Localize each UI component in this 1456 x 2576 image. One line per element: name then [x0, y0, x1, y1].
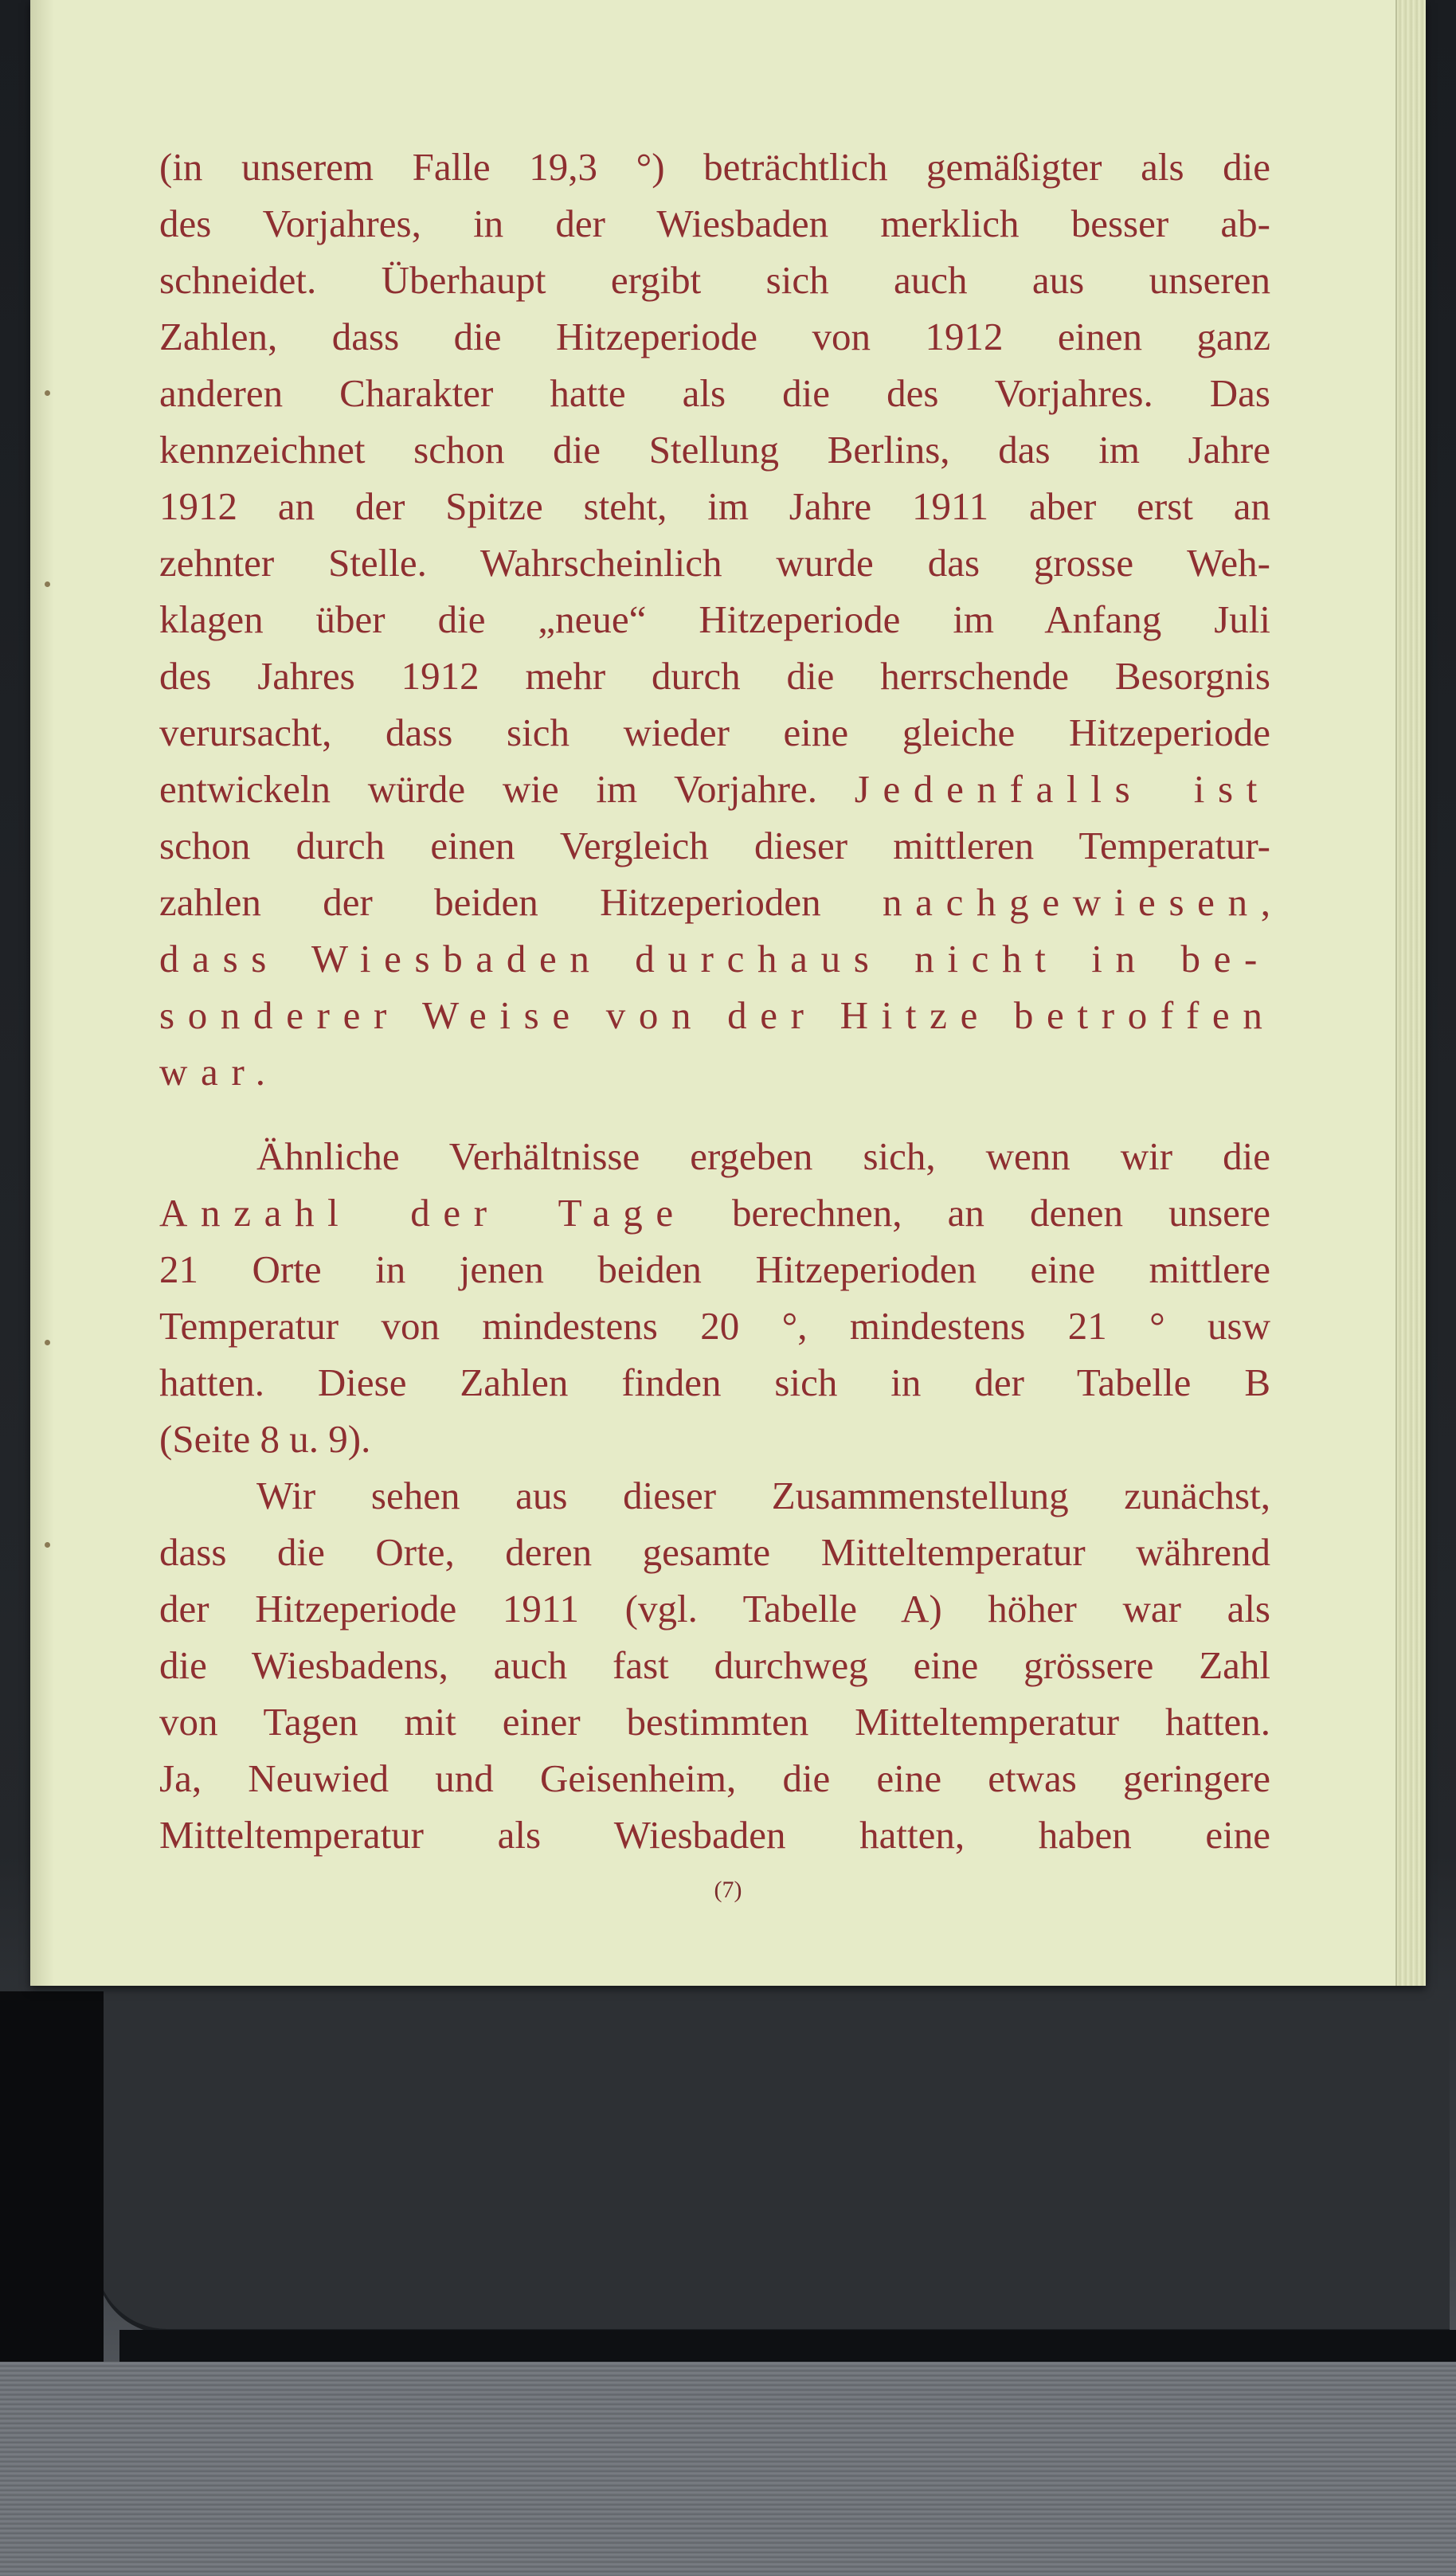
text-line: Wir sehen aus dieser Zusammenstellung zunächst, [256, 1474, 1270, 1517]
mat-edge [119, 2330, 1456, 2362]
text-line: von Tagen mit einer bestimmten Mitteltemperatur hatten. [159, 1700, 1270, 1744]
text-line: (Seite 8 u. 9). [159, 1417, 371, 1461]
text-line: Temperatur von mindestens 20 °, mindestens 21 ° usw [159, 1304, 1270, 1348]
spaced-emphasis: Anzahl der Tage [159, 1191, 687, 1235]
text-line: der Hitzeperiode 1911 (vgl. Tabelle A) höher war als [159, 1587, 1270, 1631]
spaced-emphasis-line: dass Wiesbaden durchaus nicht in be- [159, 937, 1270, 981]
text-line [159, 874, 1270, 930]
spaced-emphasis-line: sonderer Weise von der Hitze betroffen [159, 993, 1276, 1037]
paragraph-1 [159, 139, 1276, 1100]
paragraph-2 [159, 1128, 1270, 1863]
text-line: hatten. Diese Zahlen finden sich in der Tabelle B [159, 1360, 1270, 1404]
text-fragment: , [1260, 880, 1270, 924]
text-line [159, 1184, 1270, 1241]
text-line: Mitteltemperatur als Wiesbaden hatten, haben eine [159, 1813, 1270, 1857]
text-line: schneidet. Überhaupt ergibt sich auch aus unseren [159, 258, 1270, 302]
text-fragment: berechnen, an denen unsere [731, 1191, 1270, 1235]
binding-hole [45, 581, 50, 587]
text-line: anderen Charakter hatte als die des Vorjahres. Das [159, 371, 1270, 415]
binding-hole [45, 1542, 50, 1548]
text-line: klagen über die „neue“ Hitzeperiode im Anfang Juli [159, 597, 1270, 641]
binding-hole [45, 390, 50, 396]
text-line: (in unserem Falle 19,3 °) beträchtlich gemäßigter als die [159, 145, 1270, 189]
spaced-emphasis: Jedenfalls ist [854, 767, 1271, 811]
text-line: des Vorjahres, in der Wiesbaden merklich besser ab- [159, 202, 1270, 245]
dark-mat [96, 1991, 1450, 2334]
text-line: Zahlen, dass die Hitzeperiode von 1912 einen ganz [159, 315, 1270, 358]
scanner-lid-texture [0, 2362, 1456, 2576]
page-gutter-shadow [30, 0, 54, 1986]
text-line: Ähnliche Verhältnisse ergeben sich, wenn wir die [256, 1134, 1270, 1178]
page-number: (7) [714, 1877, 742, 1903]
text-fragment: entwickeln würde wie im Vorjahre. [159, 767, 818, 811]
text-line: schon durch einen Vergleich dieser mittleren Temperatur- [159, 824, 1270, 867]
text-line: kennzeichnet schon die Stellung Berlins, das im Jahre [159, 428, 1270, 472]
spaced-emphasis-line: war. [159, 1050, 279, 1094]
text-line: 21 Orte in jenen beiden Hitzeperioden eine mittlere [159, 1247, 1270, 1291]
text-line: 1912 an der Spitze steht, im Jahre 1911 aber erst an [159, 484, 1270, 528]
text-fragment: zahlen der beiden Hitzeperioden [159, 880, 821, 924]
binding-hole [45, 1340, 50, 1345]
spaced-emphasis: nachgewiesen [883, 880, 1261, 924]
text-line: zehnter Stelle. Wahrscheinlich wurde das grosse Weh- [159, 541, 1270, 585]
text-line: des Jahres 1912 mehr durch die herrschende Besorgnis [159, 654, 1270, 698]
left-shadow [0, 1991, 104, 2362]
text-line [159, 761, 1270, 817]
text-line: verursacht, dass sich wieder eine gleiche Hitzeperiode [159, 711, 1270, 754]
page-edge [1395, 0, 1426, 1986]
text-line: die Wiesbadens, auch fast durchweg eine grössere Zahl [159, 1643, 1270, 1687]
text-line: Ja, Neuwied und Geisenheim, die eine etwas geringere [159, 1756, 1270, 1800]
text-line: dass die Orte, deren gesamte Mitteltemperatur während [159, 1530, 1270, 1574]
